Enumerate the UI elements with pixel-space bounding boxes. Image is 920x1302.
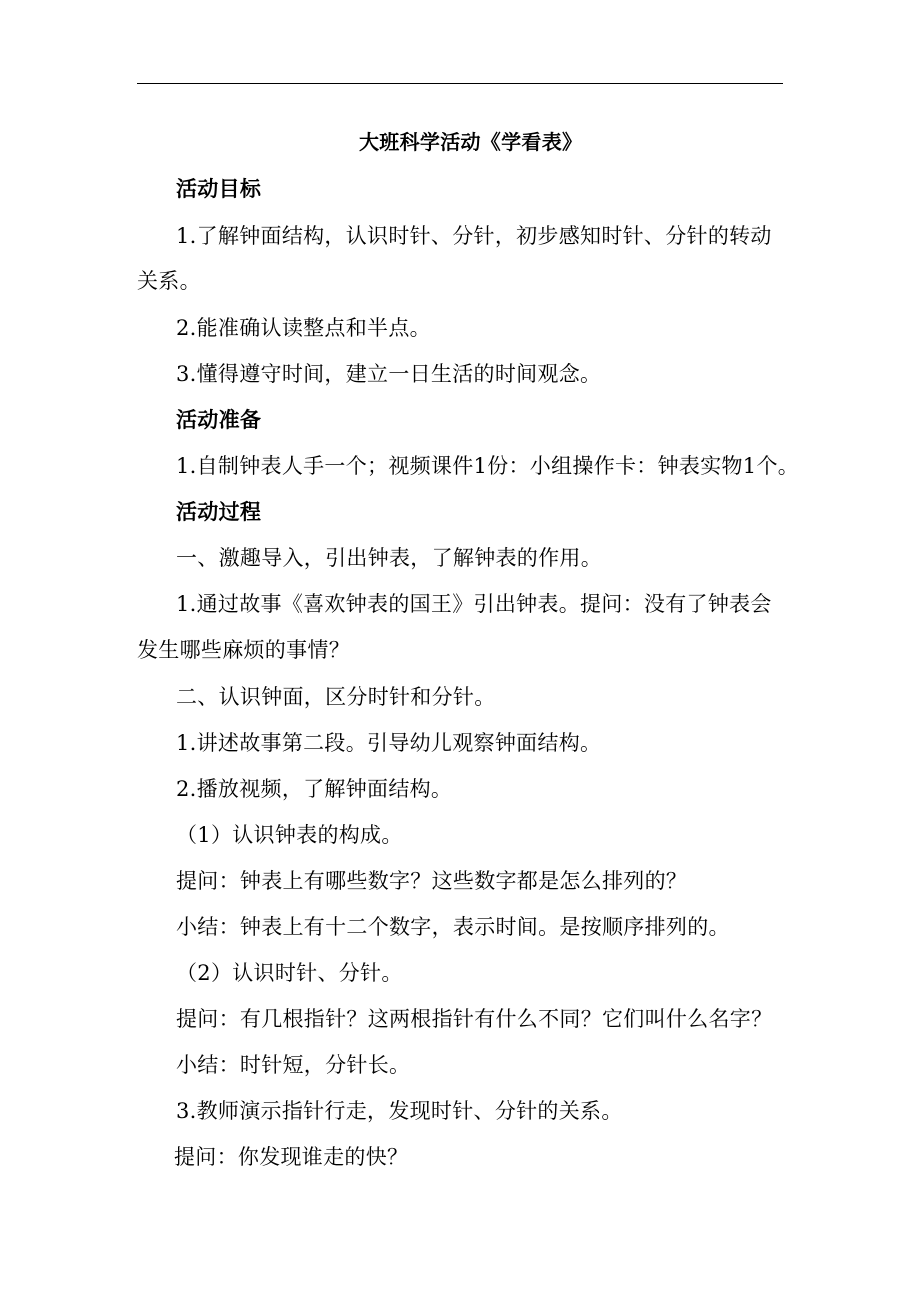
paragraph: 2.播放视频，了解钟面结构。 [176,777,453,801]
paragraph: （2）认识时针、分针。 [176,961,403,985]
paragraph: 1.通过故事《喜欢钟表的国王》引出钟表。提问：没有了钟表会 [176,592,772,616]
paragraph-continuation: 关系。 [137,269,201,293]
section-heading-goals: 活动目标 [176,176,262,201]
paragraph: （1）认识钟表的构成。 [176,823,403,847]
paragraph: 二、认识钟面，区分时针和分针。 [176,685,496,709]
paragraph: 一、激趣导入，引出钟表，了解钟表的作用。 [176,546,602,570]
document-title: 大班科学活动《学看表》 [359,130,583,154]
header-rule [137,83,783,84]
paragraph: 小结：钟表上有十二个数字，表示时间。是按顺序排列的。 [176,915,730,939]
section-heading-process: 活动过程 [176,499,262,524]
paragraph: 提问：钟表上有哪些数字？这些数字都是怎么排列的？ [176,869,688,893]
paragraph: 提问：有几根指针？这两根指针有什么不同？它们叫什么名字？ [176,1007,773,1031]
paragraph: 提问：你发现谁走的快？ [174,1145,409,1169]
paragraph: 1.了解钟面结构，认识时针、分针，初步感知时针、分针的转动 [176,224,772,248]
paragraph: 2.能准确认读整点和半点。 [176,316,431,340]
paragraph: 小结：时针短，分针长。 [176,1053,411,1077]
paragraph: 1.讲述故事第二段。引导幼儿观察钟面结构。 [176,731,602,755]
paragraph: 3.教师演示指针行走，发现时针、分针的关系。 [176,1099,623,1123]
paragraph-continuation: 发生哪些麻烦的事情？ [137,638,350,662]
paragraph: 1.自制钟表人手一个；视频课件1份：小组操作卡：钟表实物1个。 [176,454,800,478]
section-heading-preparation: 活动准备 [176,407,262,432]
paragraph: 3.懂得遵守时间，建立一日生活的时间观念。 [176,362,602,386]
